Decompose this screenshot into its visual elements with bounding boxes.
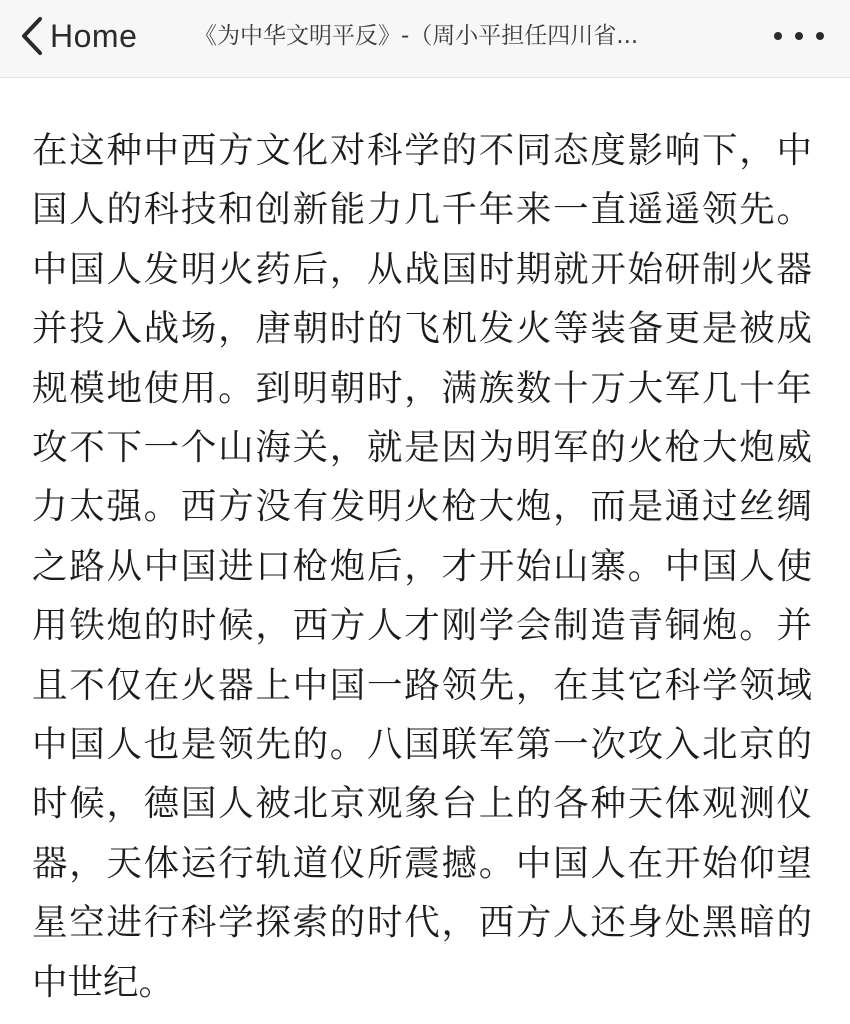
- back-button[interactable]: [20, 14, 137, 58]
- more-horizontal-icon: [774, 32, 782, 40]
- page-title: 《为中华文明平反》-（周小平担任四川省...: [194, 23, 639, 49]
- chevron-left-icon: [20, 16, 44, 56]
- article-paragraph: 在这种中西方文化对科学的不同态度影响下，中国人的科技和创新能力几千年来一直遥遥领先。中国人发明火药后，从战国时期就开始研制火器并投入战场，唐朝时的飞机发火等装备更是被成规模地使用。到明朝时，满族数十万大军几十年攻不下一个山海关，就是因为明军的火枪大炮威力太强。西方没有发明火枪大炮，而是通过丝绸之路从中国进口枪炮后，才开始山寨。中国人使用铁炮的时候，西方人才刚学会制造青铜炮。并且不仅在火器上中国一路领先，在其它科学领域中国人也是领先的。八国联军第一次攻入北京的时候，德国人被北京观象台上的各种天体观测仪器，天体运行轨道仪所震撼。中国人在开始仰望星空进行科学探索的时代，西方人还身处黑暗的中世纪。: [32, 130, 812, 1003]
- more-horizontal-icon: [816, 32, 824, 40]
- navigation-bar: [0, 0, 850, 78]
- back-label: Home: [50, 17, 138, 54]
- more-horizontal-icon: [795, 32, 803, 40]
- article-body: [32, 121, 812, 1012]
- more-options-button[interactable]: [774, 24, 824, 48]
